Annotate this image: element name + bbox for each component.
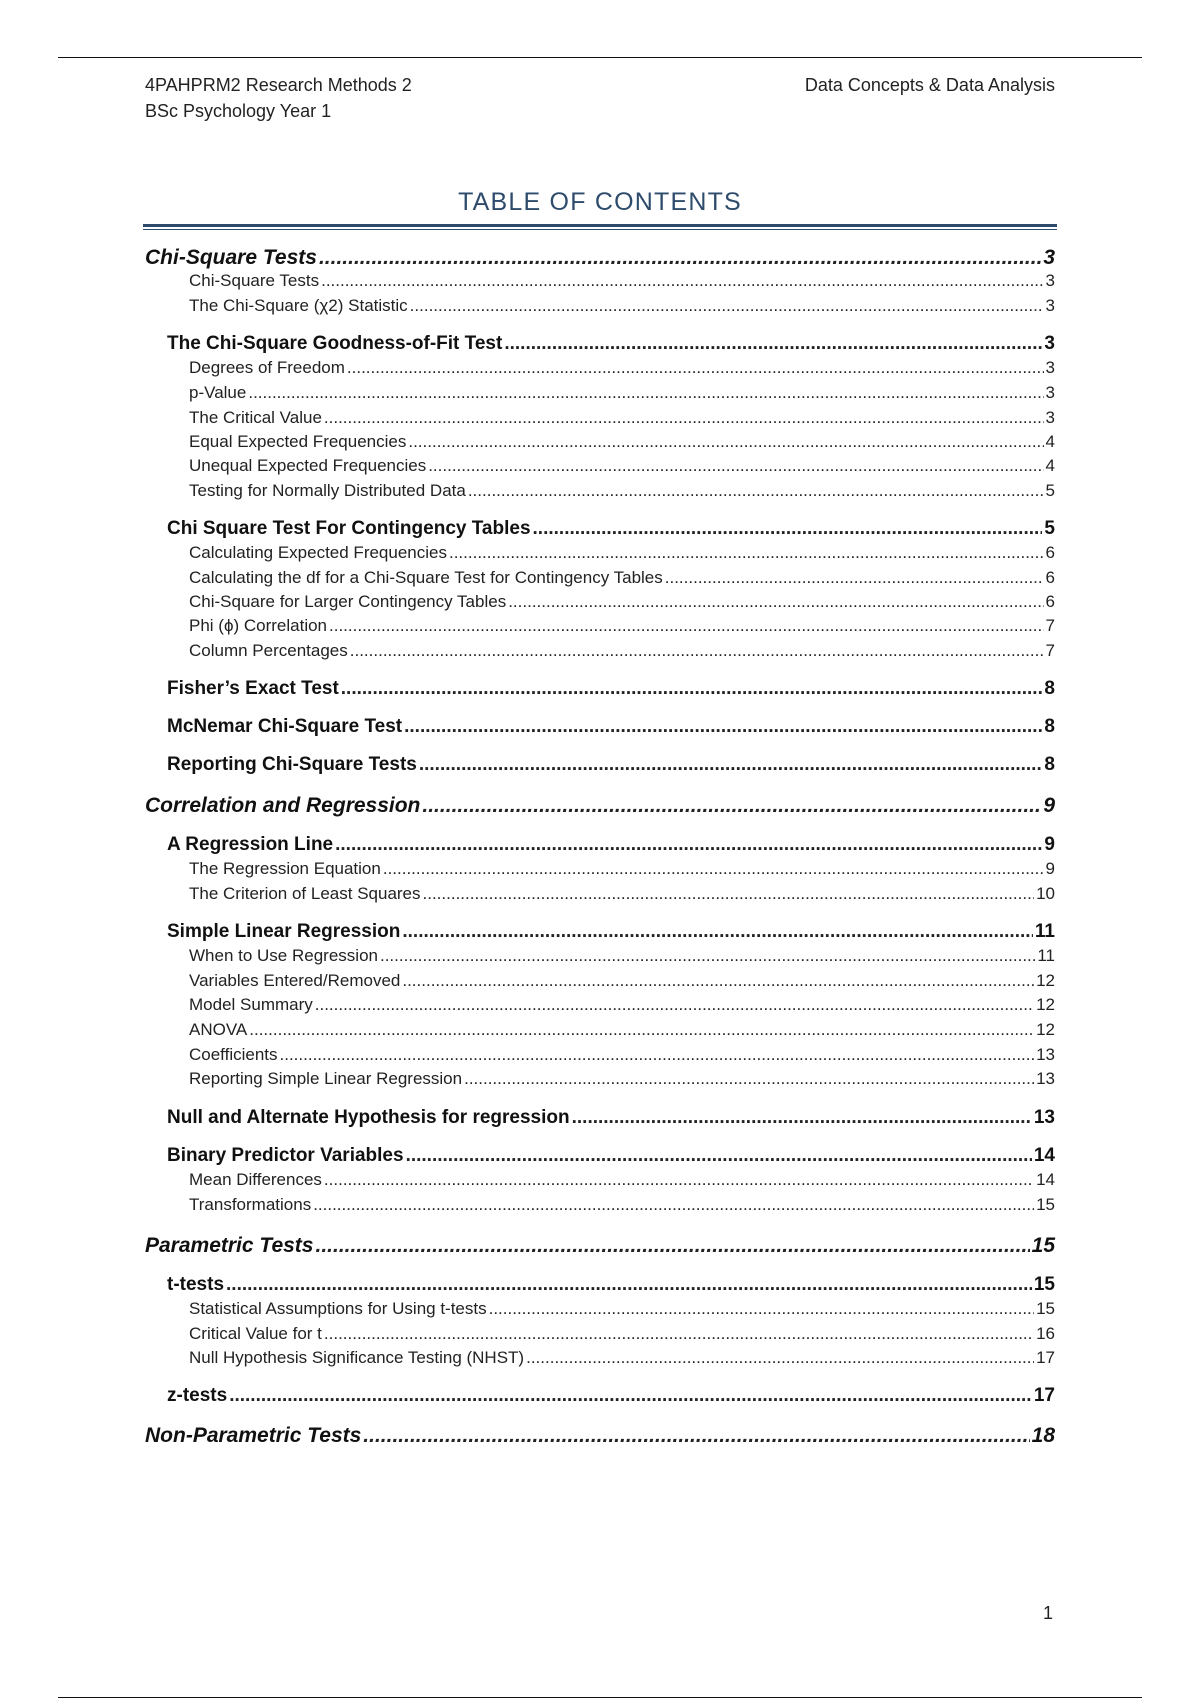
toc-entry-title: t-tests	[167, 1274, 225, 1295]
toc-entry-page: 12	[1036, 1020, 1055, 1039]
toc-title-rule-thin	[143, 229, 1057, 230]
toc-entry-page: 9	[1043, 794, 1055, 817]
toc-dot-leader	[410, 296, 1044, 316]
toc-entry-page: 8	[1044, 754, 1055, 775]
toc-dot-leader	[464, 1069, 1034, 1089]
toc-entry-level2[interactable]	[167, 754, 1055, 776]
toc-entry-level3[interactable]	[189, 946, 1055, 966]
toc-entry-title: When to Use Regression	[189, 946, 378, 965]
toc-entry-level3[interactable]	[189, 1324, 1055, 1344]
toc-dot-leader	[226, 1274, 1032, 1296]
toc-entry-title: The Chi-Square (χ2) Statistic	[189, 296, 408, 315]
toc-entry-page: 7	[1045, 616, 1055, 635]
toc-dot-leader	[428, 456, 1043, 476]
toc-entry-level3[interactable]	[189, 884, 1055, 904]
toc-entry-level2[interactable]	[167, 518, 1055, 540]
toc-entry-level2[interactable]	[167, 834, 1055, 856]
toc-entry-title: The Critical Value	[189, 408, 322, 427]
document-topic: Data Concepts & Data Analysis	[804, 75, 1055, 95]
toc-entry-title: Phi (ϕ) Correlation	[189, 616, 328, 635]
toc-dot-leader	[526, 1348, 1034, 1368]
toc-dot-leader	[249, 1020, 1034, 1040]
toc-entry-level3[interactable]	[189, 383, 1055, 403]
toc-dot-leader	[315, 1234, 1029, 1258]
toc-entry-title: Fisher’s Exact Test	[167, 678, 339, 699]
header-right	[805, 72, 1055, 98]
toc-dot-leader	[363, 1424, 1029, 1448]
toc-entry-level3[interactable]	[189, 1020, 1055, 1040]
toc-title: TABLE OF CONTENTS	[458, 188, 742, 216]
toc-entry-page: 13	[1033, 1107, 1055, 1128]
toc-dot-leader	[248, 383, 1043, 403]
toc-entry-level3[interactable]	[189, 358, 1055, 378]
toc-entry-page: 17	[1033, 1385, 1055, 1406]
toc-dot-leader	[324, 1324, 1034, 1344]
toc-entry-page: 9	[1044, 834, 1055, 855]
toc-dot-leader	[402, 921, 1033, 943]
toc-entry-title: Chi-Square Tests	[145, 246, 317, 269]
toc-entry-title: Simple Linear Regression	[167, 921, 401, 942]
toc-entry-level3[interactable]	[189, 296, 1055, 316]
toc-entry-title: Unequal Expected Frequencies	[189, 456, 427, 475]
toc-entry-page: 4	[1045, 456, 1055, 475]
toc-dot-leader	[329, 616, 1044, 636]
toc-entry-page: 12	[1036, 995, 1055, 1014]
toc-entry-title: Null Hypothesis Significance Testing (NHST)	[189, 1348, 525, 1367]
toc-dot-leader	[533, 518, 1043, 540]
footer-rule	[58, 1697, 1142, 1698]
toc-entry-page: 6	[1045, 543, 1055, 562]
toc-dot-leader	[380, 946, 1035, 966]
toc-entry-level2[interactable]	[167, 921, 1055, 943]
toc-dot-leader	[341, 678, 1043, 700]
toc-entry-level3[interactable]	[189, 1348, 1055, 1368]
toc-dot-leader	[315, 995, 1034, 1015]
toc-entry-title: Equal Expected Frequencies	[189, 432, 407, 451]
toc-entry-page: 13	[1036, 1045, 1055, 1064]
toc-entry-level3[interactable]	[189, 568, 1055, 588]
toc-entry-level1[interactable]	[145, 246, 1055, 270]
toc-entry-level3[interactable]	[189, 432, 1055, 452]
header-left	[145, 72, 412, 124]
toc-entry-title: Degrees of Freedom	[189, 358, 345, 377]
toc-dot-leader	[324, 1170, 1034, 1190]
toc-entry-level3[interactable]	[189, 995, 1055, 1015]
toc-entry-level1[interactable]	[145, 794, 1055, 818]
toc-dot-leader	[489, 1299, 1034, 1319]
toc-dot-leader	[408, 432, 1043, 452]
toc-entry-title: The Regression Equation	[189, 859, 381, 878]
toc-entry-level3[interactable]	[189, 271, 1055, 291]
toc-entry-page: 3	[1045, 271, 1055, 290]
toc-dot-leader	[406, 1145, 1032, 1167]
toc-entry-page: 12	[1036, 971, 1055, 990]
toc-entry-title: Binary Predictor Variables	[167, 1145, 404, 1166]
toc-entry-title: z-tests	[167, 1385, 228, 1406]
toc-entry-page: 14	[1036, 1170, 1055, 1189]
toc-dot-leader	[419, 754, 1043, 776]
toc-entry-title: Variables Entered/Removed	[189, 971, 401, 990]
toc-entry-page: 14	[1033, 1145, 1055, 1166]
toc-entry-page: 15	[1031, 1234, 1055, 1257]
toc-entry-title: Correlation and Regression	[145, 794, 421, 817]
toc-entry-page: 8	[1044, 678, 1055, 699]
toc-entry-title: Critical Value for t	[189, 1324, 322, 1343]
toc-entry-title: Testing for Normally Distributed Data	[189, 481, 466, 500]
toc-dot-leader	[347, 358, 1044, 378]
toc-entry-level3[interactable]	[189, 616, 1055, 636]
toc-entry-page: 3	[1045, 383, 1055, 402]
toc-entry-title: p-Value	[189, 383, 247, 402]
toc-entry-page: 3	[1045, 296, 1055, 315]
toc-entry-page: 5	[1044, 518, 1055, 539]
toc-entry-page: 3	[1045, 358, 1055, 377]
toc-dot-leader	[313, 1195, 1034, 1215]
toc-dot-leader	[324, 408, 1044, 428]
toc-entry-level2[interactable]	[167, 1107, 1055, 1129]
toc-dot-leader	[508, 592, 1043, 612]
toc-entry-title: The Chi-Square Goodness-of-Fit Test	[167, 333, 503, 354]
toc-dot-leader	[665, 568, 1044, 588]
toc-entry-title: Coefficients	[189, 1045, 278, 1064]
toc-entry-page: 15	[1033, 1274, 1055, 1295]
toc-entry-level3[interactable]	[189, 1045, 1055, 1065]
toc-entry-page: 5	[1045, 481, 1055, 500]
toc-entry-level2[interactable]	[167, 716, 1055, 738]
toc-entry-title: Column Percentages	[189, 641, 348, 660]
toc-dot-leader	[321, 271, 1043, 291]
toc-dot-leader	[468, 481, 1044, 501]
toc-entry-level2[interactable]	[167, 1385, 1055, 1407]
toc-entry-page: 16	[1036, 1324, 1055, 1343]
toc-dot-leader	[572, 1107, 1032, 1129]
toc-entry-page: 4	[1045, 432, 1055, 451]
toc-entry-title: The Criterion of Least Squares	[189, 884, 421, 903]
toc-dot-leader	[350, 641, 1044, 661]
course-code-title: 4PAHPRM2 Research Methods 2	[145, 75, 412, 95]
toc-entry-level1[interactable]	[145, 1424, 1055, 1448]
toc-entry-title: Reporting Simple Linear Regression	[189, 1069, 463, 1088]
toc-dot-leader	[383, 859, 1044, 879]
toc-entry-title: Chi-Square for Larger Contingency Tables	[189, 592, 507, 611]
toc-entry-title: Chi Square Test For Contingency Tables	[167, 518, 531, 539]
toc-entry-level2[interactable]	[167, 678, 1055, 700]
toc-entry-level2[interactable]	[167, 333, 1055, 355]
toc-entry-title: Chi-Square Tests	[189, 271, 320, 290]
toc-title-rule	[143, 224, 1057, 227]
toc-entry-page: 15	[1036, 1195, 1055, 1214]
toc-entry-page: 3	[1045, 408, 1055, 427]
toc-entry-page: 11	[1037, 946, 1055, 965]
toc-dot-leader	[335, 834, 1042, 856]
toc-entry-level3[interactable]	[189, 592, 1055, 612]
toc-entry-title: Statistical Assumptions for Using t-tests	[189, 1299, 487, 1318]
toc-entry-title: A Regression Line	[167, 834, 334, 855]
toc-entry-title: Calculating the df for a Chi-Square Test for Contingency Tables	[189, 568, 663, 587]
toc-entry-page: 6	[1045, 568, 1055, 587]
toc-entry-level3[interactable]	[189, 481, 1055, 501]
toc-entry-level3[interactable]	[189, 971, 1055, 991]
toc-entry-title: Null and Alternate Hypothesis for regression	[167, 1107, 570, 1128]
toc-entry-level3[interactable]	[189, 1299, 1055, 1319]
toc-entry-title: Reporting Chi-Square Tests	[167, 754, 417, 775]
toc-dot-leader	[404, 716, 1042, 738]
toc-entry-title: Parametric Tests	[145, 1234, 314, 1257]
toc-dot-leader	[422, 794, 1041, 818]
page-number: 1	[1042, 1603, 1053, 1623]
toc-entry-level3[interactable]	[189, 859, 1055, 879]
toc-entry-title: ANOVA	[189, 1020, 248, 1039]
toc-entry-page: 13	[1036, 1069, 1055, 1088]
toc-dot-leader	[504, 333, 1042, 355]
toc-entry-page: 7	[1045, 641, 1055, 660]
toc-entry-level3[interactable]	[189, 408, 1055, 428]
toc-entry-page: 10	[1036, 884, 1055, 903]
toc-entry-level3[interactable]	[189, 1069, 1055, 1089]
toc-entry-level3[interactable]	[189, 641, 1055, 661]
toc-entry-level3[interactable]	[189, 1170, 1055, 1190]
toc-entry-page: 8	[1044, 716, 1055, 737]
toc-entry-title: Mean Differences	[189, 1170, 322, 1189]
toc-entry-page: 18	[1031, 1424, 1055, 1447]
toc-entry-level2[interactable]	[167, 1145, 1055, 1167]
toc-entry-page: 17	[1036, 1348, 1055, 1367]
toc-entry-page: 11	[1034, 921, 1055, 942]
toc-entry-level3[interactable]	[189, 543, 1055, 563]
toc-dot-leader	[280, 1045, 1035, 1065]
toc-entry-title: McNemar Chi-Square Test	[167, 716, 403, 737]
toc-entry-page: 15	[1036, 1299, 1055, 1318]
toc-entry-title: Model Summary	[189, 995, 313, 1014]
header-rule	[58, 57, 1142, 58]
toc-entry-page: 3	[1044, 333, 1055, 354]
toc-entry-title: Non-Parametric Tests	[145, 1424, 362, 1447]
toc-dot-leader	[449, 543, 1044, 563]
toc-entry-title: Transformations	[189, 1195, 312, 1214]
toc-dot-leader	[402, 971, 1034, 991]
toc-entry-level2[interactable]	[167, 1274, 1055, 1296]
toc-dot-leader	[423, 884, 1035, 904]
toc-entry-page: 3	[1043, 246, 1055, 269]
toc-dot-leader	[229, 1385, 1032, 1407]
toc-entry-page: 6	[1045, 592, 1055, 611]
toc-entry-title: Calculating Expected Frequencies	[189, 543, 447, 562]
toc-dot-leader	[319, 246, 1041, 270]
programme-year: BSc Psychology Year 1	[145, 101, 332, 121]
toc-entry-level3[interactable]	[189, 456, 1055, 476]
toc-entry-page: 9	[1045, 859, 1055, 878]
toc-entry-level3[interactable]	[189, 1195, 1055, 1215]
toc-entry-level1[interactable]	[145, 1234, 1055, 1258]
